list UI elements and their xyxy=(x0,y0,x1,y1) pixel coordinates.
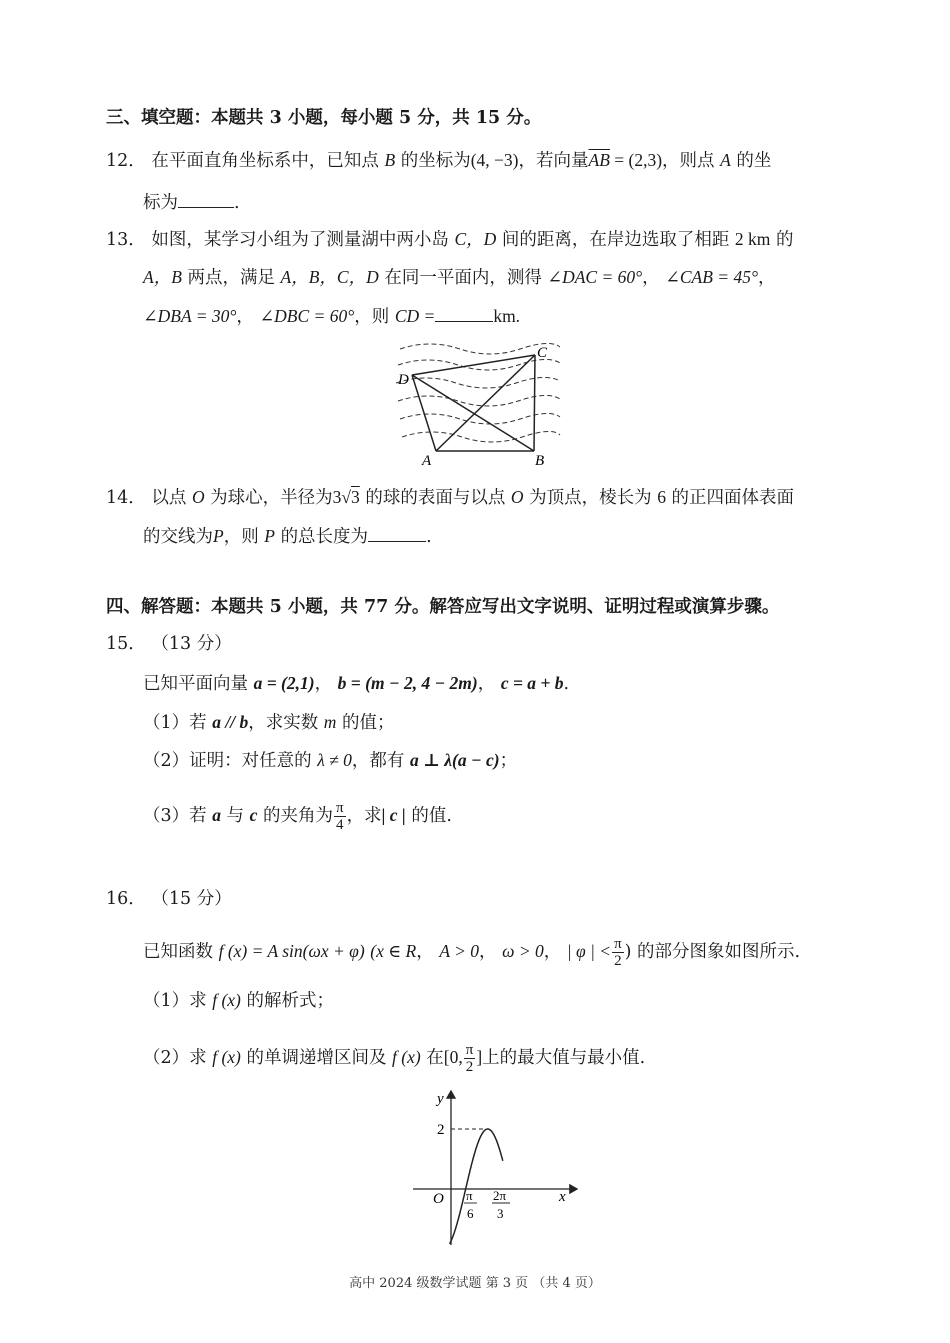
sine-graph xyxy=(405,1085,585,1250)
y-tick-2: 2 xyxy=(437,1122,445,1138)
y-axis-label: y xyxy=(437,1091,444,1107)
q15-stem: 已知平面向量 a = (2,1)， b = (m − 2, 4 − 2m)， c = a + b. xyxy=(143,673,570,694)
angle-fraction: $\frac{\pi}{4}$ xyxy=(335,800,344,833)
answer-blank-13[interactable] xyxy=(435,303,493,322)
tick-pi6-num: π xyxy=(466,1188,473,1203)
point-C-label: C xyxy=(537,345,548,361)
x-axis-label: x xyxy=(559,1189,566,1205)
section4-heading: 四、解答题：本题共 5 小题，共 77 分。解答应写出文字说明、证明过程或演算步骤。 xyxy=(106,597,780,617)
tick-2pi3-num: 2π xyxy=(493,1188,507,1203)
tick-2pi3-den: 3 xyxy=(497,1206,504,1221)
answer-blank-12[interactable] xyxy=(178,189,234,208)
q13-line2: A，B 两点，满足 A，B，C，D 在同一平面内，测得 ∠DAC = 60°， ∠CAB = 45°， xyxy=(143,267,776,288)
point-A-label: A xyxy=(422,453,432,469)
q13-line1: 13． 如图，某学习小组为了测量湖中两小岛 C，D 间的距离，在岸边选取了相距 2 km 的 xyxy=(106,229,794,250)
phi-bound-fraction: $\frac{\pi}{2}$ xyxy=(614,936,622,969)
q15-part2: （2）证明：对任意的 λ ≠ 0，都有 a ⊥ λ(a − c)； xyxy=(143,750,518,771)
q15-part3: （3）若 a 与 c 的夹角为 $\frac{\pi}{4}$ ，求| c | 的值. xyxy=(143,800,452,833)
q14-line1: 14． 以点 O 为球心，半径为3√3 的球的表面与以点 O 为顶点，棱长为 6 的正四面体表面 xyxy=(106,487,795,508)
q15-part1: （1）若 a // b，求实数 m 的值； xyxy=(143,712,395,733)
sine-curve xyxy=(450,1129,503,1244)
q16-part1: （1）求 f (x) 的解析式； xyxy=(143,990,334,1011)
section3-heading: 三、填空题：本题共 3 小题，每小题 5 分，共 15 分。 xyxy=(106,108,542,128)
lake-figure xyxy=(390,335,570,470)
interval-fraction: $\frac{\pi}{2}$ xyxy=(465,1042,474,1075)
q16-part2: （2）求 f (x) 的单调递增区间及 f (x) 在[0, $\frac{\pi}{2}$ ]上的最大值与最小值. xyxy=(143,1042,646,1075)
q12-line2: 标为 . xyxy=(143,189,240,215)
q16-header: 16． （15 分） xyxy=(106,889,232,909)
q14-line2: 的交线为P，则 P 的总长度为 . xyxy=(143,523,432,549)
q13-line3: ∠DBA = 30°， ∠DBC = 60°，则 CD = km. xyxy=(143,303,520,329)
quadrilateral xyxy=(412,355,535,451)
q15-header: 15． （13 分） xyxy=(106,634,232,654)
answer-blank-14[interactable] xyxy=(368,523,426,542)
radius-value: 3√3 xyxy=(332,487,360,507)
q16-stem: 已知函数 f (x) = A sin(ωx + φ) (x ∈ R， A > 0， ω > 0， | φ | < $\frac{\pi}{2}$ ) 的部分图象如图所示. xyxy=(143,936,801,969)
page-footer: 高中 2024 级数学试题 第 3 页 （共 4 页） xyxy=(349,1276,601,1291)
point-B-label: B xyxy=(535,453,545,469)
origin-label: O xyxy=(433,1191,444,1207)
q12-line1: 12． 在平面直角坐标系中，已知点 B 的坐标为(4, −3)，若向量$\overline{AB} = (2,3)$，则点 A 的坐 xyxy=(106,150,772,171)
point-D-label: D xyxy=(398,372,409,388)
tick-pi6-den: 6 xyxy=(467,1206,474,1221)
